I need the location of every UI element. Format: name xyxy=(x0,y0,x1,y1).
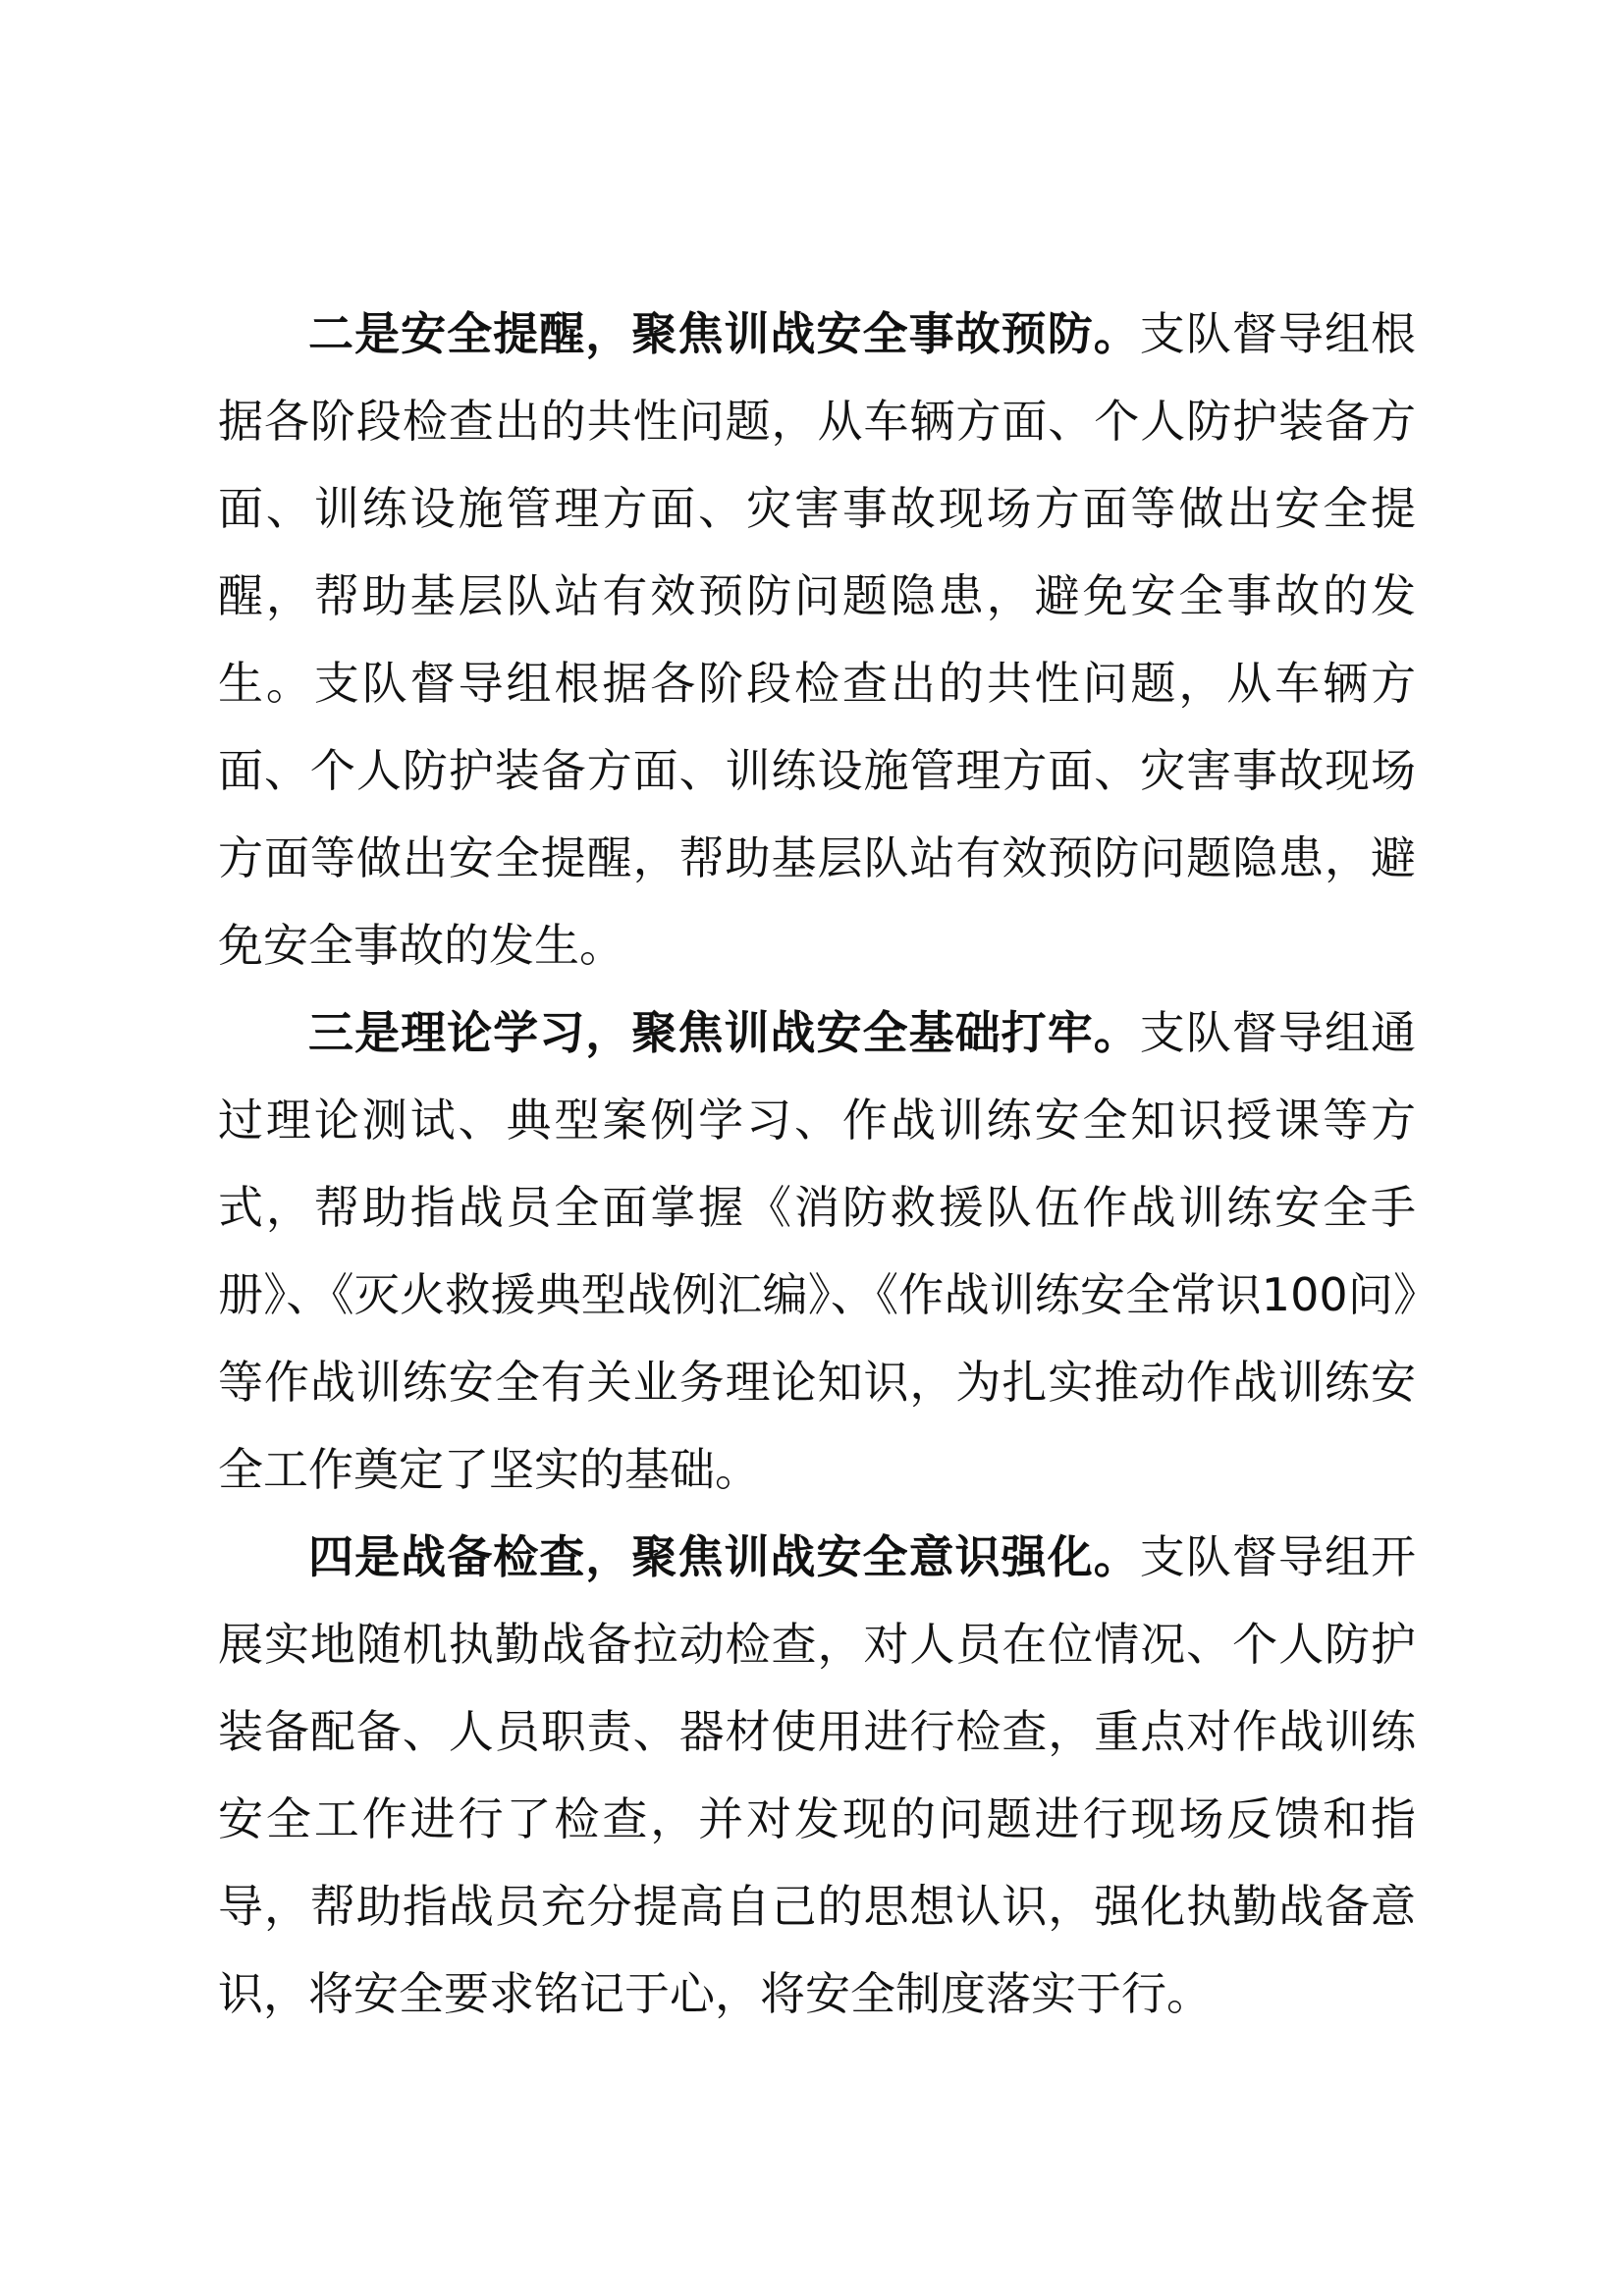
paragraph-heading: 三是理论学习，聚焦训战安全基础打牢。 xyxy=(308,1006,1140,1059)
paragraph-readiness-check xyxy=(218,1514,1416,2038)
document-page xyxy=(218,291,1416,2038)
paragraph-body: 支队督导组根据各阶段检查出的共性问题，从车辆方面、个人防护装备方面、训练设施管理方面、灾害事故现场方面等做出安全提醒，帮助基层队站有效预防问题隐患，避免安全事故的发生。支队督导组根据各阶段检查出的共性问题，从车辆方面、个人防护装备方面、训练设施管理方面、灾害事故现场方面等做出安全提醒，帮助基层队站有效预防问题隐患，避免安全事故的发生。 xyxy=(218,307,1417,972)
paragraph-body: 支队督导组通过理论测试、典型案例学习、作战训练安全知识授课等方式，帮助指战员全面掌握《消防救援队伍作战训练安全手册》、《灭火救援典型战例汇编》、《作战训练安全常识100问》等作战训练安全有关业务理论知识，为扎实推动作战训练安全工作奠定了坚实的基础。 xyxy=(218,1006,1417,1496)
paragraph-safety-reminder xyxy=(218,291,1416,989)
paragraph-heading: 四是战备检查，聚焦训战安全意识强化。 xyxy=(308,1530,1140,1583)
paragraph-heading: 二是安全提醒，聚焦训战安全事故预防。 xyxy=(308,307,1140,360)
paragraph-theory-study xyxy=(218,989,1416,1514)
paragraph-body: 支队督导组开展实地随机执勤战备拉动检查，对人员在位情况、个人防护装备配备、人员职责、器材使用进行检查，重点对作战训练安全工作进行了检查，并对发现的问题进行现场反馈和指导，帮助指战员充分提高自己的思想认识，强化执勤战备意识，将安全要求铭记于心，将安全制度落实于行。 xyxy=(218,1530,1417,2020)
